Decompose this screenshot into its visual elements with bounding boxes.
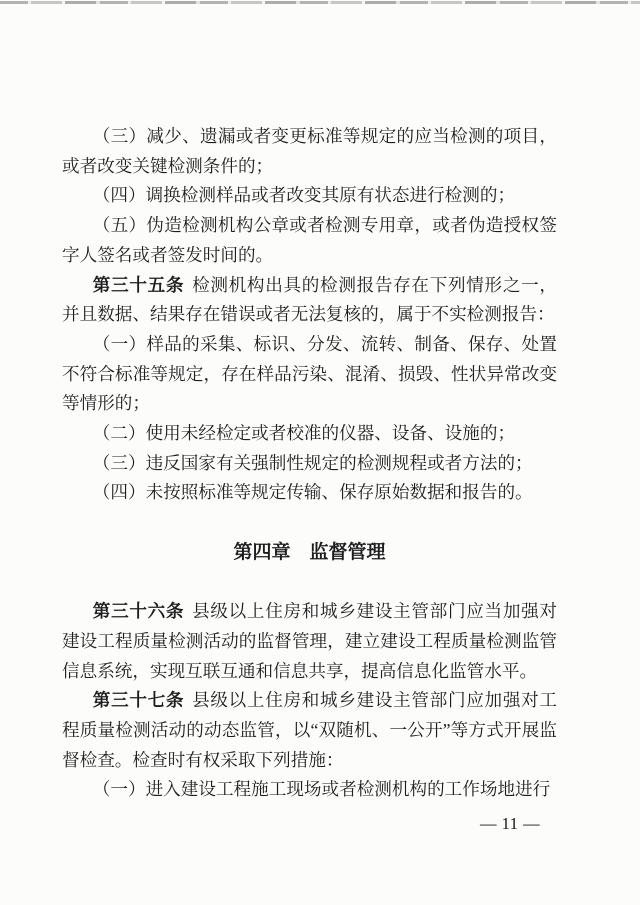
clause-text: （五）伪造检测机构公章或者检测专用章，或者伪造授权签字人签名或者签发时间的。 (62, 215, 557, 265)
clause-paragraph (62, 122, 557, 181)
scan-noise-strip (0, 1, 640, 4)
clause-paragraph (62, 181, 557, 211)
clause-text: （三）减少、遗漏或者变更标准等规定的应当检测的项目，或者改变关键检测条件的； (62, 126, 557, 176)
clause-text: （二）使用未经检定或者校准的仪器、设备、设施的； (92, 423, 516, 444)
article-number-lead: 第三十六条 (92, 601, 185, 622)
clause-text: （一）进入建设工程施工现场或者检测机构的工作场地进行 (92, 779, 551, 800)
article-number-lead: 第三十七条 (92, 690, 185, 711)
article-text: 县级以上住房和城乡建设主管部门应加强对工程质量检测活动的动态监管，以“双随机、一公开”等方式开展监督检查。检查时有权采取下列措施： (62, 690, 557, 770)
chapter-heading: 第四章 监督管理 (233, 541, 386, 563)
document-body (62, 122, 557, 805)
clause-paragraph (62, 449, 557, 479)
clause-paragraph (62, 211, 557, 270)
clause-paragraph (62, 330, 557, 419)
clause-text: （四）未按照标准等规定传输、保存原始数据和报告的。 (92, 482, 533, 503)
clause-text: （四）调换检测样品或者改变其原有状态进行检测的； (92, 185, 516, 206)
article-number-lead: 第三十五条 (92, 274, 185, 295)
clause-paragraph (62, 419, 557, 449)
article-text: 检测机构出具的检测报告存在下列情形之一，并且数据、结果存在错误或者无法复核的，属于不实检测报告： (62, 274, 557, 325)
clause-paragraph (62, 775, 557, 805)
article-text: 县级以上住房和城乡建设主管部门应当加强对建设工程质量检测活动的监督管理，建立建设工程质量检测监管信息系统，实现互联互通和信息共享，提高信息化监管水平。 (62, 601, 557, 681)
article-paragraph (62, 686, 557, 775)
article-paragraph (62, 597, 557, 686)
page-number: — 11 — (480, 814, 541, 833)
clause-text: （三）违反国家有关强制性规定的检测规程或者方法的； (92, 452, 533, 473)
article-paragraph (62, 271, 557, 330)
clause-paragraph (62, 478, 557, 508)
clause-text: （一）样品的采集、标识、分发、流转、制备、保存、处置不符合标准等规定，存在样品污染、混淆、损毁、性状异常改变等情形的； (62, 333, 557, 414)
